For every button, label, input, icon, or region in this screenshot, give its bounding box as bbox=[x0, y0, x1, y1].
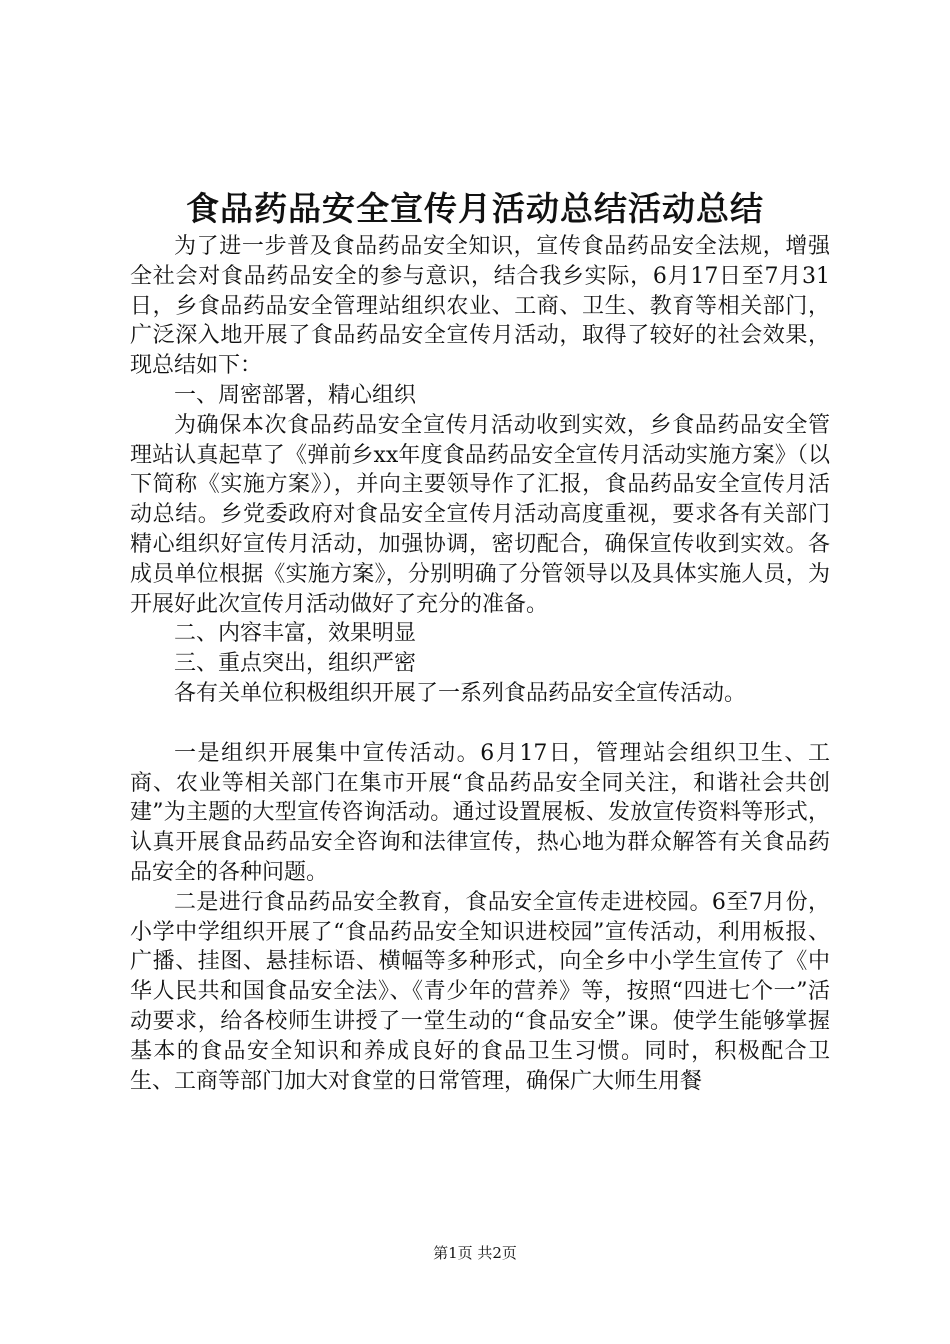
body-paragraph: 各有关单位积极组织开展了一系列食品药品安全宣传活动。 bbox=[174, 680, 747, 706]
page-number: 第1页 共2页 bbox=[433, 1244, 517, 1262]
section-heading-1: 一、周密部署，精心组织 bbox=[174, 382, 417, 408]
document-title: 食品药品安全宣传月活动总结活动总结 bbox=[186, 189, 764, 228]
body-paragraph: 二是进行食品药品安全教育，食品安全宣传走进校园。6至7月份，小学中学组织开展了“食品药品安全知识进校园”宣传活动，利用板报、广播、挂图、悬挂标语、横幅等多种形式，向全乡中小学生宣传了《中华人民共和国食品安全法》、《青少年的营养》等，按照“四进七个一”活动要求，给各校师生讲授了一堂生动的“食品安全”课。使学生能够掌握基本的食品安全知识和养成良好的食品卫生习惯。同时，积极配合卫生、工商等部门加大对食堂的日常管理，确保广大师生用餐 bbox=[130, 889, 830, 1094]
body-paragraph: 一是组织开展集中宣传活动。6月17日，管理站会组织卫生、工商、农业等相关部门在集市开展“食品药品安全同关注，和谐社会共创建”为主题的大型宣传咨询活动。通过设置展板、发放宣传资料等形式，认真开展食品药品安全咨询和法律宣传，热心地为群众解答有关食品药品安全的各种问题。 bbox=[130, 740, 830, 885]
document-body bbox=[130, 232, 830, 1096]
section-heading-2: 二、内容丰富，效果明显 bbox=[174, 621, 417, 647]
intro-paragraph: 为了进一步普及食品药品安全知识，宣传食品药品安全法规，增强全社会对食品药品安全的参与意识，结合我乡实际，6月17日至7月31日，乡食品药品安全管理站组织农业、工商、卫生、教育等相关部门，广泛深入地开展了食品药品安全宣传月活动，取得了较好的社会效果，现总结如下： bbox=[130, 234, 830, 379]
body-paragraph: 为确保本次食品药品安全宣传月活动收到实效，乡食品药品安全管理站认真起草了《弹前乡xx年度食品药品安全宣传月活动实施方案》（以下简称《实施方案》），并向主要领导作了汇报，食品药品安全宣传月活动总结。乡党委政府对食品安全宣传月活动高度重视，要求各有关部门精心组织好宣传月活动，加强协调，密切配合，确保宣传收到实效。各成员单位根据《实施方案》，分别明确了分管领导以及具体实施人员，为开展好此次宣传月活动做好了充分的准备。 bbox=[130, 412, 830, 617]
section-heading-3: 三、重点突出，组织严密 bbox=[174, 651, 417, 677]
